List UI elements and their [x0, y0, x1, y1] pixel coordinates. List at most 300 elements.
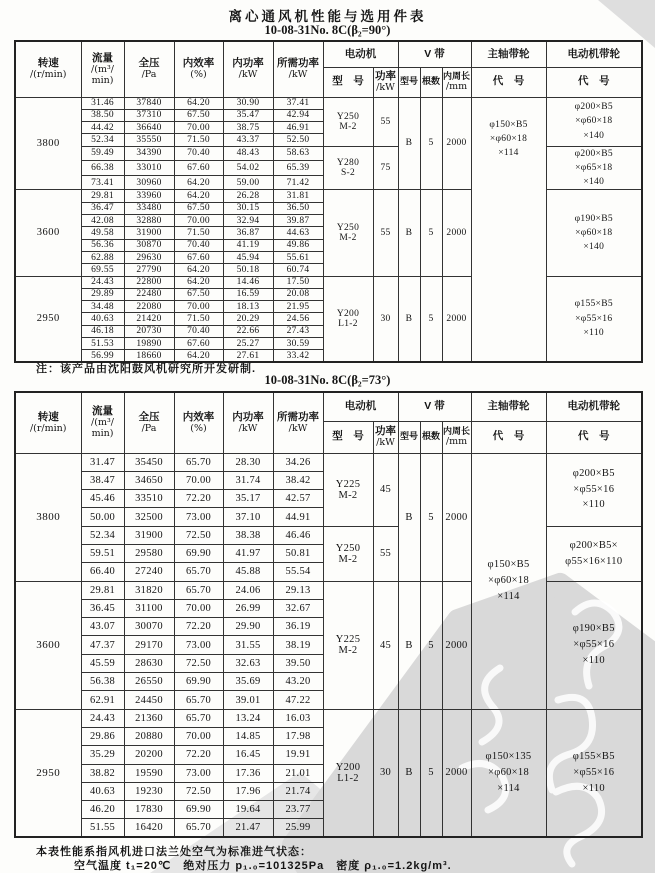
table-row	[15, 190, 642, 202]
table2-subtitle: 10-08-31No. 8C(β₂=73°)	[264, 373, 391, 387]
text-line: Y250	[336, 222, 360, 233]
required-power-cell: 44.63	[273, 227, 323, 239]
text-line: V 带	[424, 400, 445, 413]
text-line: 5	[428, 138, 434, 149]
required-power-cell: 60.74	[273, 264, 323, 276]
text-line: ×140	[583, 242, 605, 253]
inner-power-cell: 50.18	[223, 264, 273, 276]
required-power-cell: 50.81	[273, 544, 323, 562]
pressure-cell: 27790	[124, 264, 174, 276]
text-line: 功率	[375, 69, 396, 82]
text-line: /kW	[238, 422, 258, 434]
inner-power-cell: 25.27	[223, 338, 273, 350]
efficiency-cell: 67.50	[174, 288, 223, 300]
required-power-cell: 23.77	[273, 801, 323, 819]
efficiency-cell: 64.20	[174, 264, 223, 276]
text-line: /(m³/	[91, 63, 114, 75]
pressure-cell: 18660	[124, 350, 174, 362]
footer-note-line1: 本表性能系指风机进口法兰处空气为标准进气状态：	[36, 846, 312, 858]
text-line: min)	[91, 428, 114, 440]
vbelt-length-cell	[442, 276, 471, 362]
text-line: 内功率	[232, 410, 264, 423]
table-row	[15, 581, 642, 599]
table-row	[15, 526, 642, 544]
text-line: ×110	[582, 654, 605, 666]
required-power-cell: 20.08	[273, 288, 323, 300]
inner-power-cell: 29.90	[223, 618, 273, 636]
performance-table-beta73	[14, 391, 643, 838]
inner-power-cell: 24.06	[223, 581, 273, 599]
vbelt-count-header	[420, 67, 442, 97]
required-power-cell: 55.61	[273, 251, 323, 263]
text-line: ×114	[498, 148, 519, 158]
motor-pulley-cell	[546, 190, 642, 276]
text-line: 5	[428, 767, 434, 779]
text-line: /Pa	[141, 69, 157, 81]
speed-cell: 3600	[15, 190, 81, 276]
efficiency-cell: 67.60	[174, 251, 223, 263]
pressure-cell: 37840	[124, 97, 174, 109]
speed-header	[15, 392, 81, 453]
inner-power-cell: 13.24	[223, 709, 273, 727]
efficiency-cell: 64.20	[174, 276, 223, 288]
text-line: /mm	[445, 436, 468, 448]
pressure-cell: 33480	[124, 202, 174, 214]
motor-power-cell	[373, 453, 398, 526]
table-header	[15, 392, 642, 453]
inner-power-cell: 36.87	[223, 227, 273, 239]
text-line: 电动机带轮	[567, 400, 620, 413]
text-line: φ150×B5	[487, 559, 530, 571]
flow-cell: 31.46	[81, 97, 124, 109]
inner-power-cell: 22.66	[223, 325, 273, 337]
flow-cell: 42.08	[81, 215, 124, 227]
inner-power-cell: 16.59	[223, 288, 273, 300]
efficiency-cell: 72.20	[174, 618, 223, 636]
text-line: ×140	[583, 177, 605, 188]
required-power-cell: 39.87	[273, 215, 323, 227]
vbelt-length-cell	[442, 709, 471, 837]
table1-subtitle: 10-08-31No. 8C(β₂=90°)	[264, 23, 391, 37]
vbelt-group-header	[398, 392, 471, 421]
efficiency-cell: 67.60	[174, 161, 223, 176]
flow-cell: 45.46	[81, 490, 124, 508]
inner-power-cell: 16.45	[223, 746, 273, 764]
text-line: 所需功率	[277, 57, 319, 70]
efficiency-cell: 70.00	[174, 215, 223, 227]
page-title: 离心通风机性能与选用件表	[228, 9, 427, 24]
efficiency-cell: 69.90	[174, 544, 223, 562]
text-line: 2000	[446, 138, 467, 149]
required-power-cell: 27.43	[273, 325, 323, 337]
flow-cell: 52.34	[81, 526, 124, 544]
vbelt-length-header	[442, 67, 471, 97]
pressure-cell: 33510	[124, 490, 174, 508]
required-power-cell: 37.41	[273, 97, 323, 109]
pressure-cell: 24450	[124, 691, 174, 709]
motor-pulley-cell	[546, 581, 642, 709]
motor-model-cell	[323, 97, 373, 146]
speed-cell: 2950	[15, 709, 81, 837]
pressure-cell: 20880	[124, 727, 174, 745]
motor-pulley-code-header	[546, 67, 642, 97]
motor-pulley-cell	[546, 146, 642, 190]
required-power-cell: 65.39	[273, 161, 323, 176]
required-power-cell: 36.50	[273, 202, 323, 214]
text-line: ×φ55×16	[573, 639, 615, 651]
motor-pulley-cell	[546, 526, 642, 581]
pressure-cell: 16420	[124, 819, 174, 837]
main-pulley-cell	[471, 453, 546, 709]
text-line: 代 号	[492, 75, 525, 88]
text-line: 内效率	[182, 410, 215, 423]
required-power-cell: 42.94	[273, 109, 323, 121]
text-line: 代 号	[578, 75, 610, 88]
required-power-cell: 21.01	[273, 764, 323, 782]
flow-cell: 73.41	[81, 175, 124, 190]
text-line: 型号	[399, 76, 418, 87]
text-line: 全压	[138, 57, 160, 70]
text-line: Y250	[335, 542, 361, 554]
text-line: 5	[428, 227, 434, 238]
text-line: 内周长	[442, 70, 470, 81]
inner-power-cell: 17.36	[223, 764, 273, 782]
flow-cell: 66.40	[81, 563, 124, 581]
required-power-cell: 19.91	[273, 746, 323, 764]
motor-model-cell	[323, 709, 373, 837]
motor-group-header	[323, 392, 398, 421]
text-line: L1-2	[337, 772, 359, 784]
efficiency-cell: 72.50	[174, 782, 223, 800]
text-line: ×φ60×18	[489, 133, 528, 144]
text-line: ×φ55×16	[573, 767, 615, 779]
motor-power-header	[373, 67, 398, 97]
text-line: 转速	[37, 410, 59, 423]
inner-power-cell: 32.94	[223, 215, 273, 227]
table-header	[15, 41, 642, 97]
vbelt-model-cell	[398, 190, 420, 276]
pressure-cell: 31820	[124, 581, 174, 599]
flow-cell: 56.36	[81, 239, 124, 251]
text-line: 2000	[445, 639, 468, 651]
text-line: M-2	[339, 121, 357, 132]
efficiency-cell: 67.60	[174, 338, 223, 350]
efficiency-cell: 65.70	[174, 819, 223, 837]
flow-cell: 36.45	[81, 599, 124, 617]
vbelt-count-cell	[420, 581, 442, 709]
required-power-cell: 21.74	[273, 782, 323, 800]
text-line: L1-2	[338, 318, 358, 329]
pressure-cell: 28630	[124, 654, 174, 672]
pressure-cell: 33960	[124, 190, 174, 202]
efficiency-header	[174, 41, 223, 97]
text-line: 5	[428, 511, 434, 523]
pressure-cell: 26550	[124, 673, 174, 691]
flow-cell: 52.34	[81, 134, 124, 146]
inner-power-cell: 18.13	[223, 301, 273, 313]
pressure-header	[124, 392, 174, 453]
pressure-cell: 35550	[124, 134, 174, 146]
text-line: Y200	[336, 308, 360, 319]
text-line: 2000	[445, 767, 468, 779]
text-line: 55	[380, 116, 391, 127]
text-line: 电动机带轮	[567, 47, 620, 60]
flow-cell: 31.47	[81, 453, 124, 471]
text-line: V 带	[424, 47, 445, 60]
vbelt-model-cell	[398, 97, 420, 190]
main-pulley-cell	[471, 709, 546, 837]
text-line: ×φ60×18	[575, 116, 613, 127]
text-line: 功率	[375, 424, 396, 437]
flow-cell: 51.55	[81, 819, 124, 837]
pressure-cell: 31900	[124, 227, 174, 239]
text-line: B	[405, 227, 413, 238]
pressure-cell: 19890	[124, 338, 174, 350]
flow-cell: 24.43	[81, 709, 124, 727]
motor-pulley-header	[546, 392, 642, 421]
pressure-cell: 20730	[124, 325, 174, 337]
efficiency-cell: 73.00	[174, 508, 223, 526]
motor-power-cell	[373, 581, 398, 709]
required-power-cell: 17.50	[273, 276, 323, 288]
vbelt-length-cell	[442, 453, 471, 581]
inner-power-cell: 14.46	[223, 276, 273, 288]
vbelt-length-cell	[442, 581, 471, 709]
required-power-cell: 38.42	[273, 471, 323, 489]
efficiency-cell: 65.70	[174, 691, 223, 709]
efficiency-cell: 70.00	[174, 471, 223, 489]
text-line: /mm	[445, 81, 468, 93]
motor-pulley-cell	[546, 453, 642, 526]
motor-pulley-code-header	[546, 421, 642, 453]
table-body	[15, 453, 642, 837]
flow-cell: 44.42	[81, 122, 124, 134]
text-line: 2000	[445, 511, 468, 523]
text-line: φ200×B5	[574, 148, 613, 159]
pressure-cell: 29630	[124, 251, 174, 263]
efficiency-cell: 64.20	[174, 97, 223, 109]
flow-cell: 29.86	[81, 727, 124, 745]
required-power-cell: 71.42	[273, 175, 323, 190]
efficiency-cell: 73.00	[174, 636, 223, 654]
required-power-cell: 33.42	[273, 350, 323, 362]
text-line: φ200×B5	[574, 102, 613, 113]
motor-power-cell	[373, 709, 398, 837]
text-line: ×φ60×18	[487, 575, 529, 587]
flow-cell: 47.37	[81, 636, 124, 654]
motor-pulley-cell	[546, 709, 642, 837]
flow-cell: 29.89	[81, 288, 124, 300]
pressure-cell: 30870	[124, 239, 174, 251]
inner-power-cell: 38.75	[223, 122, 273, 134]
motor-power-cell	[373, 146, 398, 190]
text-line: Y225	[335, 634, 361, 646]
table-row	[15, 709, 642, 727]
text-line: 型号	[399, 431, 418, 442]
text-line: 30	[380, 313, 391, 324]
inner-power-cell: 59.00	[223, 175, 273, 190]
flow-cell: 29.81	[81, 581, 124, 599]
inner-power-cell: 20.29	[223, 313, 273, 325]
flow-cell: 66.38	[81, 161, 124, 176]
text-line: ×140	[583, 130, 605, 141]
vbelt-group-header	[398, 41, 471, 67]
flow-cell: 50.00	[81, 508, 124, 526]
efficiency-cell: 70.40	[174, 239, 223, 251]
text-line: ×φ60×18	[487, 767, 529, 779]
efficiency-cell: 64.20	[174, 175, 223, 190]
motor-model-cell	[323, 526, 373, 581]
text-line: ×φ55×16	[575, 313, 613, 324]
text-line: Y225	[335, 478, 361, 490]
motor-power-header	[373, 421, 398, 453]
motor-model-cell	[323, 190, 373, 276]
inner-power-cell: 30.90	[223, 97, 273, 109]
required-power-cell: 31.81	[273, 190, 323, 202]
text-line: B	[405, 767, 413, 779]
header-row-1	[15, 41, 642, 67]
required-power-header	[273, 41, 323, 97]
efficiency-cell: 72.20	[174, 746, 223, 764]
flow-cell: 62.91	[81, 691, 124, 709]
motor-model-cell	[323, 276, 373, 362]
text-line: ×110	[583, 327, 604, 338]
required-power-header	[273, 392, 323, 453]
inner-power-cell: 26.28	[223, 190, 273, 202]
inner-power-cell: 17.96	[223, 782, 273, 800]
text-line: M-2	[338, 645, 358, 657]
text-line: M-2	[338, 489, 358, 501]
motor-power-cell	[373, 526, 398, 581]
required-power-cell: 24.56	[273, 313, 323, 325]
efficiency-cell: 67.50	[174, 202, 223, 214]
pressure-cell: 21420	[124, 313, 174, 325]
efficiency-cell: 64.20	[174, 190, 223, 202]
text-line: /kW	[288, 69, 308, 81]
text-line: S-2	[340, 168, 356, 179]
flow-cell: 46.20	[81, 801, 124, 819]
required-power-cell: 39.50	[273, 654, 323, 672]
motor-pulley-cell	[546, 276, 642, 362]
text-line: 5	[428, 639, 434, 651]
flow-header	[81, 41, 124, 97]
speed-cell: 3600	[15, 581, 81, 709]
pressure-cell: 29170	[124, 636, 174, 654]
inner-power-cell: 28.30	[223, 453, 273, 471]
efficiency-cell: 70.00	[174, 122, 223, 134]
table-row	[15, 97, 642, 109]
required-power-cell: 30.59	[273, 338, 323, 350]
efficiency-cell: 65.70	[174, 453, 223, 471]
flow-cell: 40.63	[81, 782, 124, 800]
performance-table-beta90	[14, 40, 643, 363]
motor-model-cell	[323, 146, 373, 190]
text-line: /kW	[376, 82, 395, 94]
text-line: 30	[379, 767, 392, 779]
text-line: ×114	[497, 590, 520, 602]
header-row-1	[15, 392, 642, 421]
text-line: M-2	[338, 553, 358, 565]
text-line: 2000	[446, 313, 467, 324]
pressure-cell: 22800	[124, 276, 174, 288]
text-line: 转速	[37, 57, 59, 70]
required-power-cell: 21.95	[273, 301, 323, 313]
text-line: 内周长	[442, 425, 470, 436]
required-power-cell: 49.86	[273, 239, 323, 251]
flow-cell: 56.38	[81, 673, 124, 691]
efficiency-cell: 65.70	[174, 709, 223, 727]
flow-cell: 34.48	[81, 301, 124, 313]
vbelt-count-cell	[420, 97, 442, 190]
text-line: 内效率	[182, 57, 215, 70]
text-line: 主轴带轮	[487, 47, 530, 60]
text-line: 5	[428, 313, 434, 324]
text-line: M-2	[339, 232, 357, 243]
text-line: /kW	[288, 422, 308, 434]
inner-power-cell: 30.15	[223, 202, 273, 214]
text-line: (%)	[190, 422, 207, 434]
required-power-cell: 46.91	[273, 122, 323, 134]
efficiency-cell: 72.50	[174, 654, 223, 672]
text-line: 45	[379, 639, 392, 651]
pressure-cell: 21360	[124, 709, 174, 727]
efficiency-cell: 70.00	[174, 301, 223, 313]
text-line: 根数	[421, 431, 440, 442]
efficiency-cell: 71.50	[174, 227, 223, 239]
required-power-cell: 58.63	[273, 146, 323, 161]
motor-pulley-header	[546, 41, 642, 67]
flow-header	[81, 392, 124, 453]
main-pulley-code-header	[471, 67, 546, 97]
text-line: /(m³/	[91, 417, 114, 429]
vbelt-model-cell	[398, 453, 420, 581]
inner-power-cell: 35.47	[223, 109, 273, 121]
text-line: φ200×B5	[572, 467, 615, 479]
text-line: ×110	[582, 499, 605, 511]
text-line: 主轴带轮	[487, 400, 530, 413]
motor-model-cell	[323, 453, 373, 526]
text-line: 电动机	[344, 400, 377, 413]
inner-power-cell: 37.10	[223, 508, 273, 526]
motor-power-cell	[373, 190, 398, 276]
efficiency-header	[174, 392, 223, 453]
required-power-cell: 52.50	[273, 134, 323, 146]
text-line: 根数	[421, 76, 440, 87]
table-row	[15, 276, 642, 288]
text-line: 所需功率	[277, 410, 319, 423]
inner-power-header	[223, 392, 273, 453]
vbelt-length-cell	[442, 97, 471, 190]
main-pulley-header	[471, 392, 546, 421]
table-row	[15, 146, 642, 161]
pressure-cell: 32880	[124, 215, 174, 227]
flow-cell: 43.07	[81, 618, 124, 636]
inner-power-cell: 35.69	[223, 673, 273, 691]
vbelt-count-cell	[420, 190, 442, 276]
pressure-cell: 34390	[124, 146, 174, 161]
pressure-cell: 36640	[124, 122, 174, 134]
vbelt-model-cell	[398, 709, 420, 837]
motor-power-cell	[373, 97, 398, 146]
flow-cell: 49.58	[81, 227, 124, 239]
flow-cell: 59.49	[81, 146, 124, 161]
inner-power-cell: 31.74	[223, 471, 273, 489]
efficiency-cell: 72.20	[174, 490, 223, 508]
text-line: (%)	[190, 69, 207, 81]
text-line: /kW	[238, 69, 258, 81]
flow-cell: 29.81	[81, 190, 124, 202]
efficiency-cell: 64.20	[174, 350, 223, 362]
